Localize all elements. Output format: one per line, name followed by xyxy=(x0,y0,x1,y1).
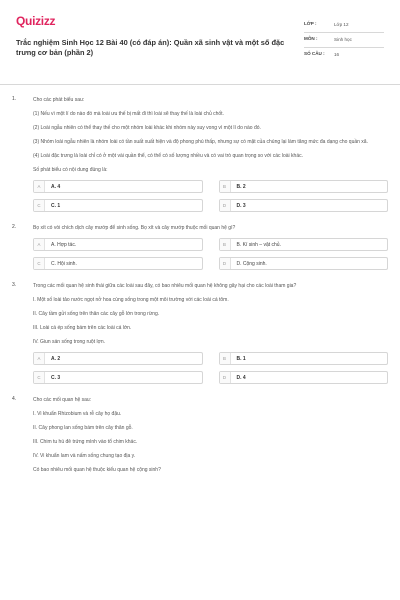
option-text: D. 4 xyxy=(236,374,246,381)
worksheet-header xyxy=(16,8,384,84)
option-letter: B xyxy=(220,181,231,192)
option-text: A. 2 xyxy=(51,355,61,362)
statement: I. Vi khuẩn Rhizobium và rễ cây họ đậu. xyxy=(33,411,122,417)
option-letter: D xyxy=(220,200,231,211)
answer-option-d[interactable] xyxy=(219,199,389,212)
option-text: C. Hội sinh. xyxy=(51,260,77,267)
statement: IV. Giun sán sống trong ruột lợn. xyxy=(33,339,106,345)
meta-label: MÔN : xyxy=(304,36,318,41)
statement: (4) Loài đặc trưng là loài chỉ có ở một vài quần thể, có thể có số lượng nhiều và có vai trò quan trọng so với các loài khác. xyxy=(33,153,304,159)
question-number: 1. xyxy=(12,96,17,102)
option-text: B. 1 xyxy=(236,355,246,362)
answer-option-b[interactable] xyxy=(219,352,389,365)
option-letter: B xyxy=(220,353,231,364)
option-letter: D xyxy=(220,372,231,383)
answer-option-b[interactable] xyxy=(219,180,389,193)
question-3 xyxy=(12,282,388,384)
option-letter: C xyxy=(34,372,45,383)
question-text: Cho các mối quan hệ sau: xyxy=(33,397,92,403)
question-text: Bọ xít có vòi chích dịch cây mướp để sinh sống. Bọ xít và cây mướp thuộc mối quan hệ gì? xyxy=(33,225,236,231)
statement: II. Cây phong lan sống bám trên cây thân gỗ. xyxy=(33,425,133,431)
answer-option-a[interactable] xyxy=(33,180,203,193)
option-letter: D xyxy=(220,258,231,269)
answer-option-a[interactable] xyxy=(33,238,203,251)
answer-option-d[interactable] xyxy=(219,371,389,384)
answer-option-a[interactable] xyxy=(33,352,203,365)
quizizz-logo[interactable]: Quizizz xyxy=(16,14,56,28)
answer-options xyxy=(33,238,388,270)
statement: IV. Vi khuẩn lam và nấm sống chung tạo địa y. xyxy=(33,453,136,459)
option-letter: C xyxy=(34,258,45,269)
option-text: D. Cộng sinh. xyxy=(236,260,267,267)
question-text: Cho các phát biểu sau: xyxy=(33,97,85,103)
question-1 xyxy=(12,96,388,212)
question-number: 3. xyxy=(12,282,17,288)
option-text: A. Hợp tác. xyxy=(51,241,77,248)
meta-value: Sinh học xyxy=(334,37,352,42)
question-text: Trong các mối quan hệ sinh thái giữa các loài sau đây, có bao nhiêu mối quan hệ không gây hại cho các loài tham gia? xyxy=(33,283,297,289)
header-divider xyxy=(0,84,400,85)
option-text: B. Kí sinh – vật chủ. xyxy=(236,241,281,248)
answer-option-d[interactable] xyxy=(219,257,389,270)
answer-options xyxy=(33,352,388,384)
option-text: C. 1 xyxy=(51,202,61,209)
meta-value: 16 xyxy=(334,52,340,57)
question-number: 4. xyxy=(12,396,17,402)
answer-option-c[interactable] xyxy=(33,257,203,270)
answer-option-b[interactable] xyxy=(219,238,389,251)
question-number: 2. xyxy=(12,224,17,230)
question-4 xyxy=(12,396,388,474)
question-prompt: Số phát biểu có nội dung đúng là: xyxy=(33,167,108,173)
answer-option-c[interactable] xyxy=(33,199,203,212)
statement: I. Một số loài tảo nước ngọt nở hoa cùng sống trong một môi trường với các loài cá tôm. xyxy=(33,297,229,303)
question-2 xyxy=(12,224,388,270)
option-text: A. 4 xyxy=(51,183,61,190)
meta-row-subject xyxy=(304,33,384,48)
option-letter: A xyxy=(34,181,45,192)
question-prompt: Có bao nhiêu mối quan hệ thuộc kiểu quan hệ cộng sinh? xyxy=(33,467,161,473)
statement: III. Chim tu hú đẻ trứng mình vào tổ chim khác. xyxy=(33,439,138,445)
statement: II. Cây tầm gửi sống trên thân các cây gỗ lớn trong rừng. xyxy=(33,311,160,317)
option-letter: A xyxy=(34,353,45,364)
meta-label: SỐ CÂU : xyxy=(304,51,325,56)
option-text: B. 2 xyxy=(236,183,246,190)
option-text: D. 3 xyxy=(236,202,246,209)
statement: (1) Nếu vì một lí do nào đó mà loài ưu thế bị mất đi thì loài sẽ thay thế là loài chủ chốt. xyxy=(33,111,224,117)
statement: (3) Nhóm loài ngẫu nhiên là nhóm loài có tần suất xuất hiện và độ phong phú thấp, nhưng sự có mặt của chúng lại làm tăng mức đa dạng cho quần xã. xyxy=(33,139,368,145)
worksheet-meta xyxy=(304,18,384,62)
meta-label: LỚP : xyxy=(304,21,317,26)
meta-value: Lớp 12 xyxy=(334,22,349,27)
option-letter: C xyxy=(34,200,45,211)
question-list xyxy=(12,96,388,486)
meta-row-count xyxy=(304,48,384,62)
option-text: C. 3 xyxy=(51,374,61,381)
answer-option-c[interactable] xyxy=(33,371,203,384)
statement: III. Loài cá ép sống bám trên các loài cá lớn. xyxy=(33,325,132,331)
statement: (2) Loài ngẫu nhiên có thể thay thế cho một nhóm loài khác khi nhóm này suy vong vì một lí do nào đó. xyxy=(33,125,261,131)
answer-options xyxy=(33,180,388,212)
worksheet-title: Trắc nghiệm Sinh Học 12 Bài 40 (có đáp án): Quần xã sinh vật và một số đặc trưng cơ bản (phần 2) xyxy=(16,38,285,57)
option-letter: B xyxy=(220,239,231,250)
option-letter: A xyxy=(34,239,45,250)
meta-row-grade xyxy=(304,18,384,33)
